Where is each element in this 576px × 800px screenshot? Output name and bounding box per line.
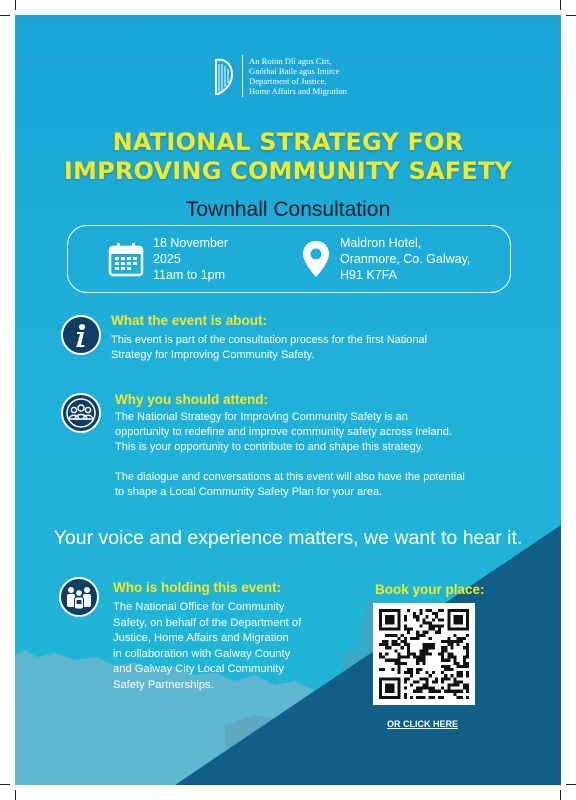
location-line: Maldron Hotel, bbox=[340, 236, 422, 250]
title-line: IMPROVING COMMUNITY SAFETY bbox=[63, 157, 513, 185]
crop-mark bbox=[0, 784, 10, 785]
event-date: 18 November bbox=[153, 236, 229, 250]
paragraph-gap bbox=[115, 455, 465, 470]
event-time: 11am to 1pm bbox=[153, 268, 226, 282]
attend-line: The dialogue and conversations at this event will also have the potential bbox=[115, 471, 465, 483]
attend-line: to shape a Local Community Safety Plan for your area. bbox=[115, 486, 383, 498]
group-icon bbox=[59, 577, 99, 617]
holding-line: Safety Partnerships. bbox=[113, 678, 214, 691]
location-pin-icon bbox=[302, 240, 330, 278]
attend-line: The National Strategy for Improving Community Safety is an bbox=[115, 411, 408, 423]
holding-heading: Who is holding this event: bbox=[113, 580, 281, 595]
attend-heading: Why you should attend: bbox=[115, 392, 268, 407]
qr-code-pattern bbox=[379, 609, 469, 699]
attend-line: This is your opportunity to contribute to and shape this strategy. bbox=[115, 441, 424, 453]
event-location bbox=[340, 235, 470, 283]
logo-line: Gnóthaí Baile agus Imirce bbox=[249, 66, 340, 76]
event-details-box bbox=[67, 225, 511, 293]
holding-line: Safety, on behalf of the Department of bbox=[113, 616, 302, 629]
attend-line: opportunity to redefine and improve community safety across Ireland. bbox=[115, 426, 452, 438]
department-logo bbox=[210, 55, 347, 97]
location-line: H91 K7FA bbox=[340, 268, 397, 282]
about-body bbox=[111, 333, 427, 363]
logo-line: Department of Justice, bbox=[249, 76, 327, 86]
crop-mark bbox=[560, 790, 561, 800]
crop-mark bbox=[560, 0, 561, 10]
department-name bbox=[249, 56, 347, 96]
logo-line: Home Affairs and Migration bbox=[249, 86, 347, 96]
holding-line: in collaboration with Galway County bbox=[113, 647, 291, 660]
about-line: Strategy for Improving Community Safety. bbox=[111, 349, 315, 361]
poster bbox=[15, 15, 561, 785]
crop-mark bbox=[15, 790, 16, 800]
crop-mark bbox=[15, 0, 16, 10]
location-line: Oranmore, Co. Galway, bbox=[340, 252, 471, 266]
info-icon bbox=[61, 315, 101, 355]
calendar-icon bbox=[108, 241, 144, 277]
holding-line: and Galway City Local Community bbox=[113, 663, 284, 675]
crop-mark bbox=[566, 784, 576, 785]
logo-line: An Roinn Dlí agus Cirt, bbox=[249, 56, 332, 66]
booking-heading: Book your place: bbox=[375, 582, 485, 597]
logo-divider bbox=[242, 55, 243, 97]
tagline: Your voice and experience matters, we want to hear it. bbox=[53, 527, 523, 549]
crop-mark bbox=[0, 15, 10, 16]
about-line: This event is part of the consultation process for the first National bbox=[111, 334, 428, 346]
event-year: 2025 bbox=[153, 252, 181, 266]
attend-body bbox=[115, 410, 465, 500]
holding-line: Justice, Home Affairs and Migration bbox=[113, 632, 289, 644]
harp-logo-icon bbox=[210, 56, 236, 96]
qr-code[interactable] bbox=[373, 603, 475, 705]
poster-title bbox=[15, 128, 561, 186]
holding-line: The National Office for Community bbox=[113, 601, 285, 613]
event-date-time bbox=[153, 235, 228, 283]
about-heading: What the event is about: bbox=[111, 313, 268, 328]
subtitle: Townhall Consultation bbox=[185, 198, 391, 221]
click-here-link[interactable]: OR CLICK HERE bbox=[387, 719, 459, 729]
crop-mark bbox=[566, 15, 576, 16]
title-line: NATIONAL STRATEGY FOR bbox=[112, 128, 464, 156]
holding-body bbox=[113, 600, 301, 693]
people-icon bbox=[61, 393, 101, 433]
